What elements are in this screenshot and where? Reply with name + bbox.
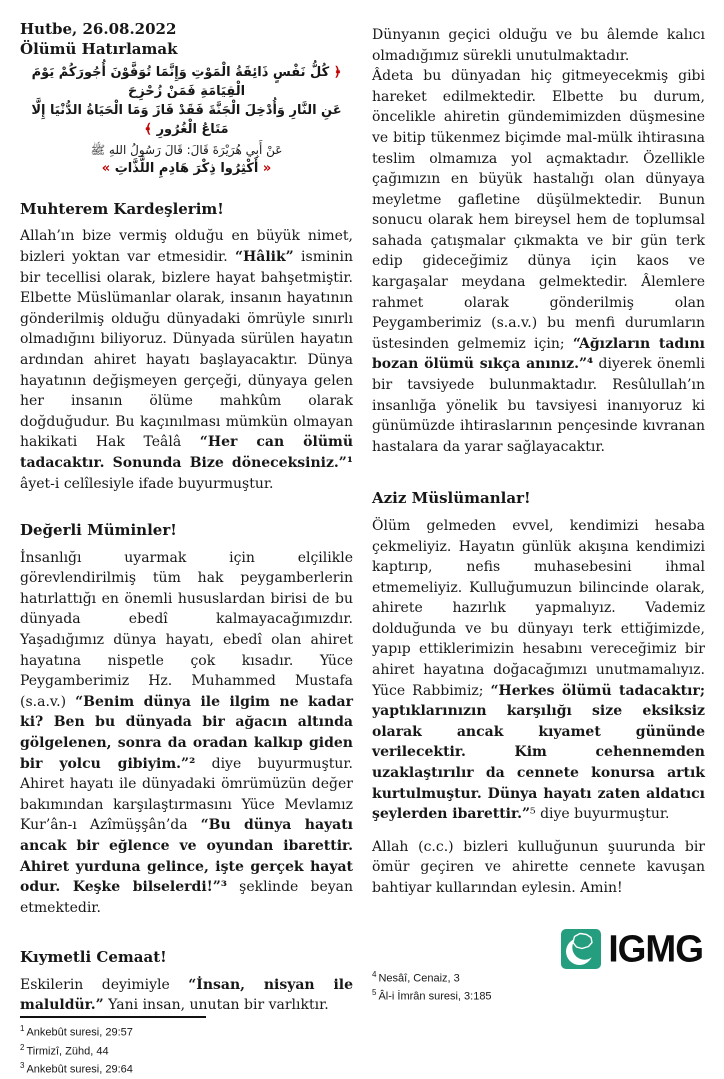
page-title: Ölümü Hatırlamak — [20, 39, 178, 58]
right-column — [372, 20, 705, 1006]
guillemet-open: « — [262, 161, 272, 177]
logo-map-shape — [573, 933, 592, 948]
paragraph-aziz: Ölüm gelmeden evvel, kendimizi hesaba çekmeliyiz. Hayatın günlük akışına kendimizi kaptırıp, nefis muhasebesini ihmal etmemeliyiz. Kulluğumuzun bilincinde olarak, ahirete hazırlık yapmalıyız. Vademiz dolduğunda ve bu dünyayı terk ettiğimizde, yapıp ettiklerimizin hesabını vereceğimiz bir ahiret hayatına doğacağımızı unutmamalıyız. Yüce Rabbimiz; “Herkes ölümü tadacaktır; yaptıklarınızın karşılığı size eksiksiz olarak ancak kıyamet gününde verilecektir. Kim cehennemden uzaklaştırılır da cennete konursa artık kurtulmuştur. Dünya hayatı zaten aldatıcı şeylerden ibarettir.”⁵ diye buyurmuştur. — [372, 517, 705, 823]
footnote-item: $^3$ Ankebût suresi, 29:64 — [20, 1061, 133, 1077]
ornate-bracket-open: ﴿ — [333, 65, 342, 80]
section-heading-kiymetli: Kıymetli Cemaat! — [20, 948, 167, 967]
arabic-verse: ﴿ كُلُّ نَفْسٍ ذَائِقَةُ الْمَوْتِ وَإِنَّمَا تُوَفَّوْنَ أُجُورَكُمْ يَوْمَ الْقِيَامَةِ فَمَنْ زُحْزِحَ عَنِ النَّارِ وَأُدْخِلَ الْجَنَّةَ فَقَدْ فَازَ وَمَا الْحَيَاةُ الدُّنْيَا إِلَّا مَتَاعُ الْغُرُورِ ﴾ — [31, 65, 342, 137]
arabic-narration: عَنْ أَبِي هُرَيْرَةَ قَالَ: قَالَ رَسُولُ اللهِ ﷺ — [90, 143, 283, 158]
section-heading-aziz: Aziz Müslümanlar! — [372, 489, 531, 508]
left-column — [20, 20, 353, 1077]
paragraph-adeta: Âdeta bu dünyadan hiç gitmeyecekmiş gibi hareket edilmektedir. Elbette bu durum, öncelikle ahiretin gündemimizden düşmesine ve bitip tükenmez biçimde mal-mülk ihtirasına teslim olmamıza yol açmaktadır. Özellikle çağımızın en büyük hastalığı olan dünyaya meyletme gafletine düşülmektedir. Bunun sonucu olarak hem bireysel hem de toplumsal sahada çatışmalar çıkmakta ve bir gün terk edip gideceğimiz dünya için kaos ve kargaşalar meydana gelmektedir. Âlemlere rahmet olarak gönderilmiş olan Peygamberimiz (s.a.v.) bu menfi durumların üstesinden gelmemiz için; “Ağızların tadını bozan ölümü sıkça anınız.”⁴ diyerek önemli bir tavsiyede bulunmaktadır. Resûlullah’ın insanlığa yönelik bu tavsiyesi inanıyoruz ki günümüzde ihtiraslarının pençesinde kıvranan hastalara da yarar sağlayacaktır. — [372, 68, 705, 455]
ornate-bracket-close: ﴾ — [144, 121, 153, 137]
igmg-logo — [372, 929, 705, 969]
paragraph-kiymetli: Eskilerin deyimiyle “İnsan, nisyan ile maluldür.” Yani insan, unutan bir varlıktır. — [20, 976, 353, 1014]
footnote-item: $^4$ Nesâî, Cenaiz, 3 — [372, 969, 460, 985]
footnotes-right — [372, 969, 705, 1006]
paragraph-dunyanin: Dünyanın geçici olduğu ve bu âlemde kalıcı olmadığımız sürekli unutulmaktadır. — [372, 26, 705, 64]
arabic-hadith: « أَكْثِرُوا ذِكْرَ هَادِمِ اللَّذَّاتِ » — [101, 161, 272, 177]
igmg-crescent-icon — [561, 929, 601, 969]
footnote-item: $^1$ Ankebût suresi, 29:57 — [20, 1023, 133, 1039]
footnotes-left — [20, 1016, 353, 1079]
footnote-item: $^5$ Âl-i İmrân suresi, 3:185 — [372, 988, 492, 1003]
paragraph-muhterem: Allah’ın bize vermiş olduğu en büyük nimet, bizleri yoktan var etmesidir. “Hâlik” isminin bir tecellisi olarak, bizlere hayat bahşetmiştir. Elbette Müslümanlar olarak, insanın hayatının gönderilmiş olduğu dünyadaki ömrüyle sınırlı olmadığını biliyoruz. Dünyada sürülen hayatın ardından ahiret hayatı başlayacaktır. Dünya hayatının değişmeyen gerçeği, dünyaya gelen her insanın ölüme mahkûm olarak doğduğudur. Bu kaçınılması mümkün olmayan hakikati Hak Teâlâ “Her can ölümü tadacaktır. Sonunda Bize döneceksiniz.”¹ âyet-i celîlesiyle ifade buyurmuştur. — [20, 228, 353, 492]
guillemet-close: » — [101, 161, 111, 177]
paragraph-degerli: İnsanlığı uyarmak için elçilikle görevlendirilmiş tüm hak peygamberlerin hatırlattığı en önemli hususlardan birisi de bu dünyada ebedî kalmayacağımızdır. Yaşadığımız dünya hayatı, ebedî olan ahiret hayatına nispetle çok kısadır. Yüce Peygamberimiz Hz. Muhammed Mustafa (s.a.v.) “Benim dünya ile ilgim ne kadar ki? Ben bu dünyada bir ağacın altında gölgelenen, sonra da oradan kalkıp giden bir yolcu gibiyim.”² diye buyurmuştur. Ahiret hayatı ile dünyadaki ömrümüzün değer bakımından karşılaştırmasını Yüce Mevlamız Kur’ân-ı Azîmüşşân’da “Bu dünya hayatı ancak bir eğlence ve oyundan ibarettir. Ahiret yurduna gelince, işte gerçek hayat odur. Keşke bilselerdi!”³ şeklinde beyan etmektedir. — [20, 549, 353, 916]
arabic-block — [20, 64, 353, 179]
igmg-logo-text: IGMG — [608, 927, 703, 970]
paragraph-dua: Allah (c.c.) bizleri kulluğunun şuurunda bir ömür geçiren ve ahirette cennete kavuşan bahtiyar kullarından eylesin. Amin! — [372, 838, 705, 896]
footnote-separator — [20, 1016, 206, 1018]
footnote-item: $^2$ Tirmizî, Zühd, 44 — [20, 1042, 109, 1058]
header-date: Hutbe, 26.08.2022 — [20, 20, 177, 38]
section-heading-muhterem: Muhterem Kardeşlerim! — [20, 199, 224, 218]
section-heading-degerli: Değerli Müminler! — [20, 521, 177, 540]
